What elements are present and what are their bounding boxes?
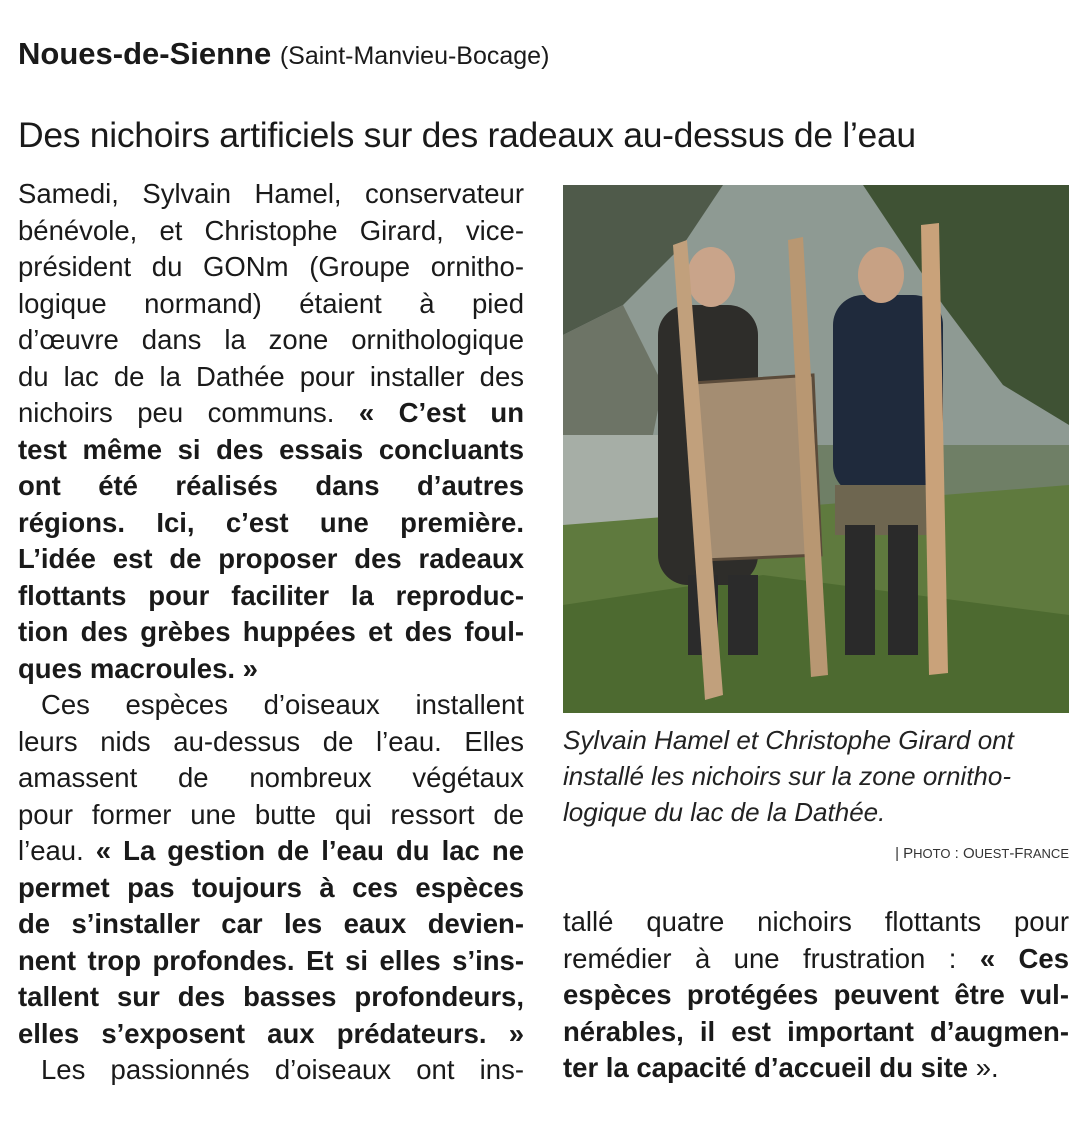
article-line: pour former une butte qui ressort de (18, 798, 524, 830)
article-line: régions. Ici, c’est une première. (18, 506, 524, 538)
article-line: d’œuvre dans la zone ornithologique (18, 324, 524, 355)
article-line: flottants pour faciliter la reproduc- (18, 579, 524, 611)
photo-credit: | PHOTO : OUEST-FRANCE (895, 845, 1069, 862)
locality-subtitle: (Saint-Manvieu-Bocage) (279, 42, 550, 70)
article-line: tallé quatre nichoirs flottants pour (563, 906, 1069, 937)
article-line: Samedi, Sylvain Hamel, conservateur (18, 178, 524, 209)
article-column-left (18, 176, 524, 1089)
article-line: leurs nids au-dessus de l’eau. Elles (18, 725, 524, 757)
article-column-right (563, 904, 1069, 1087)
article-line: nichoirs peu communs. « C’est un (18, 397, 524, 428)
locality-heading (18, 36, 549, 72)
article-line: remédier à une frustration : « Ces (563, 942, 1069, 974)
article-line: ont été réalisés dans d’autres (18, 470, 524, 501)
article-line: nérables, il est important d’augmen- (563, 1015, 1069, 1047)
photo-illustration (563, 185, 1069, 713)
article-line: Ces espèces d’oiseaux installent (41, 689, 524, 720)
caption-line: installé les nichoirs sur la zone ornitho- (563, 761, 1011, 791)
article-headline: Des nichoirs artificiels sur des radeaux au-dessus de l’eau (18, 115, 916, 155)
article-line: président du GONm (Groupe ornitho- (18, 251, 524, 282)
article-line: ques macroules. » (18, 652, 258, 684)
article-line: test même si des essais concluants (18, 433, 524, 465)
caption-line: logique du lac de la Dathée. (563, 797, 886, 827)
article-line: tion des grèbes huppées et des foul- (18, 616, 524, 647)
article-line: nent trop profondes. Et si elles s’ins- (18, 944, 524, 976)
article-line: Les passionnés d’oiseaux ont ins- (41, 1054, 524, 1085)
article-line: ter la capacité d’accueil du site ». (563, 1052, 999, 1083)
article-line: amassent de nombreux végétaux (18, 762, 524, 793)
article-line: permet pas toujours à ces espèces (18, 871, 524, 903)
article-line: bénévole, et Christophe Girard, vice- (18, 214, 524, 246)
article-line: l’eau. « La gestion de l’eau du lac ne (18, 835, 524, 866)
article-line: tallent sur des basses profondeurs, (18, 981, 524, 1012)
article-line: espèces protégées peuvent être vul- (563, 979, 1069, 1010)
article-line: de s’installer car les eaux devien- (18, 908, 524, 939)
article-line: du lac de la Dathée pour installer des (18, 360, 524, 392)
article-photo (563, 185, 1069, 713)
caption-line: Sylvain Hamel et Christophe Girard ont (563, 725, 1014, 755)
locality-name: Noues-de-Sienne (18, 36, 272, 71)
article-line: elles s’exposent aux prédateurs. » (18, 1017, 524, 1049)
article-line: logique normand) étaient à pied (18, 287, 524, 319)
article-line: L’idée est de proposer des radeaux (18, 543, 524, 574)
photo-caption (563, 722, 1069, 830)
